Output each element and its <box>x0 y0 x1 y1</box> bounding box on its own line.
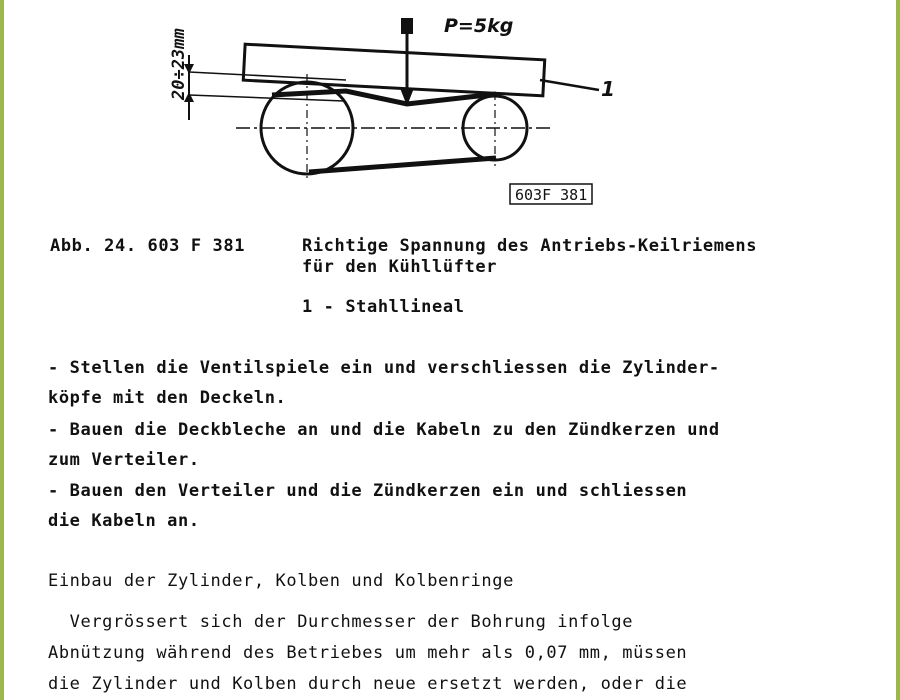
caption-title-line1: Richtige Spannung des Antriebs-Keilriemens <box>302 236 758 256</box>
step-2-line1: - Bauen die Deckbleche an und die Kabeln zu den Zündkerzen und <box>48 420 720 440</box>
force-weight <box>401 18 413 34</box>
belt-tension-diagram <box>4 0 900 215</box>
force-label: P=5kg <box>444 15 514 37</box>
part-callout-number: 1 <box>601 77 615 101</box>
v-belt-lower <box>309 158 496 172</box>
figure-number: Abb. 24. 603 F 381 <box>50 236 246 256</box>
figure-code: 603F 381 <box>515 186 588 204</box>
paragraph-line1: Vergrössert sich der Durchmesser der Bohrung infolge <box>48 612 634 632</box>
caption-title-line2: für den Kühllüfter <box>302 257 498 277</box>
steel-ruler <box>243 44 544 96</box>
step-2-line2: zum Verteiler. <box>48 450 200 470</box>
step-1-line2: köpfe mit den Deckeln. <box>48 388 287 408</box>
step-1-line1: - Stellen die Ventilspiele ein und verschliessen die Zylinder- <box>48 358 720 378</box>
caption-legend: 1 - Stahllineal <box>302 297 465 317</box>
section-heading: Einbau der Zylinder, Kolben und Kolbenringe <box>48 571 514 591</box>
paragraph-line2: Abnützung während des Betriebes um mehr als 0,07 mm, müssen <box>48 643 688 663</box>
callout-line <box>540 80 599 90</box>
paragraph-line3: die Zylinder und Kolben durch neue ersetzt werden, oder die <box>48 674 688 694</box>
step-3-line1: - Bauen den Verteiler und die Zündkerzen ein und schliessen <box>48 481 688 501</box>
dimension-label: 20÷23mm <box>169 28 189 100</box>
step-3-line2: die Kabeln an. <box>48 511 200 531</box>
